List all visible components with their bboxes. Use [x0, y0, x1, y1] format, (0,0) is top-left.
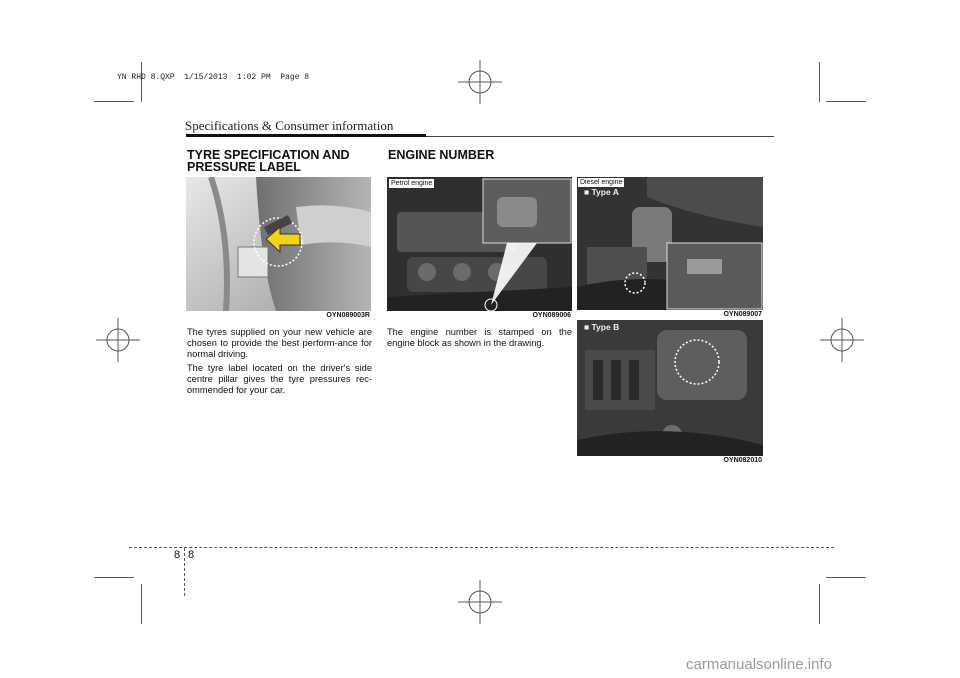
footer-divider [184, 548, 185, 596]
type-b-label: ■ Type B [584, 322, 620, 332]
watermark: carmanualsonline.info [686, 656, 832, 673]
crop-mark [826, 577, 866, 578]
crop-mark [819, 62, 820, 102]
diesel-type-a-photo [577, 177, 763, 310]
page-header-title: Specifications & Consumer information [185, 118, 394, 133]
crop-mark [94, 101, 134, 102]
registration-mark-top [458, 60, 502, 104]
tyre-section-title [187, 149, 350, 173]
petrol-engine-tag: Petrol engine [391, 180, 433, 187]
print-slug: YN RHD 8.QXP 1/15/2013 1:02 PM Page 8 [117, 73, 310, 82]
petrol-engine-photo [387, 177, 572, 311]
type-a-label: ■ Type A [584, 187, 619, 197]
diesel-b-illustration [577, 320, 763, 456]
engine-paragraph-1: The engine number is stamped on the engine block as shown in the drawing. [387, 327, 572, 349]
tyre-label-photo [186, 177, 371, 311]
footer-rule [129, 547, 834, 548]
tyre-paragraph-2: The tyre label located on the driver's side centre pillar gives the tyre pressures rec-ommended for your car. [187, 362, 372, 396]
crop-mark [141, 584, 142, 624]
tyre-paragraph-1: The tyres supplied on your new vehicle are chosen to provide the best perform-ance for normal driving. [187, 327, 372, 360]
registration-mark-left [96, 318, 140, 362]
crop-mark [141, 62, 142, 102]
crop-mark [94, 577, 134, 578]
diesel-type-b-photo [577, 320, 763, 456]
petrol-engine-illustration [387, 177, 572, 311]
header-rule-accent [186, 134, 426, 137]
tyre-title-line1: TYRE SPECIFICATION AND [187, 148, 350, 162]
engine-body [387, 327, 572, 351]
page-number: 8 [188, 549, 195, 561]
tyre-title-line2: PRESSURE LABEL [187, 160, 301, 174]
arrow-icon [266, 225, 302, 255]
petrol-photo-code: OYN089006 [532, 312, 571, 319]
crop-mark [826, 101, 866, 102]
tyre-photo-code: OYN089003R [326, 312, 370, 319]
registration-mark-bottom [458, 580, 502, 624]
diesel-b-photo-code: OYN082010 [723, 457, 762, 464]
tyre-body [187, 327, 372, 398]
crop-mark [819, 584, 820, 624]
engine-section-title: ENGINE NUMBER [388, 148, 495, 162]
registration-mark-right [820, 318, 864, 362]
chapter-number: 8 [174, 549, 181, 561]
diesel-a-photo-code: OYN089007 [723, 311, 762, 318]
diesel-engine-tag: Diesel engine [580, 179, 623, 186]
